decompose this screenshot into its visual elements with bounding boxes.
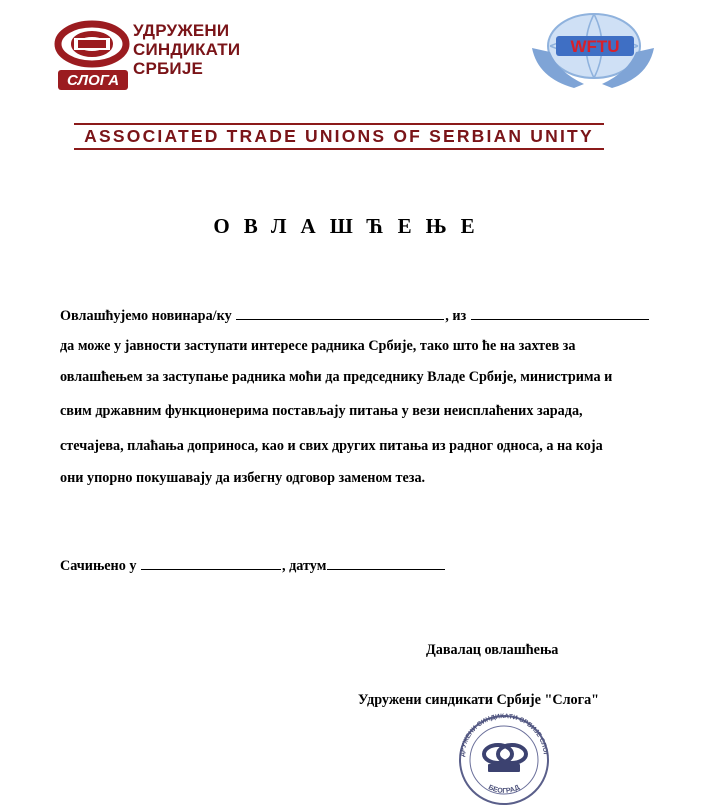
logo-wordmark: [133, 21, 240, 78]
origin-field[interactable]: [471, 307, 649, 320]
wftu-globe-icon: [528, 8, 658, 94]
date-label: , датум: [282, 558, 327, 574]
stamp-top-text: ДРУЖЕНИ СИНДИКАТИ СРБИЈЕ СЛОГ: [458, 712, 549, 758]
body-line-5: стечајева, плаћања доприноса, као и свих других питања из радног односа, а на која: [60, 438, 603, 454]
logo-line-2: СИНДИКАТИ: [133, 40, 241, 59]
made-in-line: [60, 557, 446, 575]
made-in-label: Сачињено у: [60, 558, 137, 574]
stamp-bottom-text: БЕОГРАД: [487, 784, 521, 795]
body-line-1: [60, 307, 650, 325]
logo-line-1: УДРУЖЕНИ: [133, 21, 230, 40]
organization-banner: ASSOCIATED TRADE UNIONS OF SERBIAN UNITY: [84, 126, 594, 146]
document-title: ОВЛАШЋЕЊЕ: [213, 214, 489, 238]
wftu-logo: [528, 8, 658, 94]
stamp-seal-icon: [450, 706, 558, 806]
place-field[interactable]: [141, 557, 281, 570]
logo-badge-text: СЛОГА: [66, 72, 120, 89]
date-field[interactable]: [327, 557, 445, 570]
from-label: , из: [445, 308, 467, 324]
svg-text:БЕОГРАД: [487, 784, 521, 795]
body-line-3: овлашћењем за заступање радника моћи да председнику Владе Србије, министрима и: [60, 369, 613, 385]
body-line-6: они упорно покушавају да избегну одговор заменом теза.: [60, 470, 426, 486]
journalist-label: Овлашћујемо новинара/ку: [60, 308, 232, 324]
body-line-4: свим државним функционерима постављају питања у вези неисплаћених зарада,: [60, 403, 583, 419]
banner-rule-bottom: [74, 148, 604, 150]
organization-stamp: [450, 706, 558, 806]
journalist-name-field[interactable]: [236, 307, 444, 320]
wftu-label: WFTU: [570, 37, 620, 56]
issuer-organization: Удружени синдикати Србије "Слога": [358, 692, 600, 708]
logo-line-3: СРБИЈЕ: [133, 59, 204, 78]
issuer-label: Давалац овлашћења: [426, 642, 559, 658]
body-line-2: да може у јавности заступати интересе радника Србије, тако што ће на захтев за: [60, 338, 576, 354]
banner-rule-top: [74, 123, 604, 125]
